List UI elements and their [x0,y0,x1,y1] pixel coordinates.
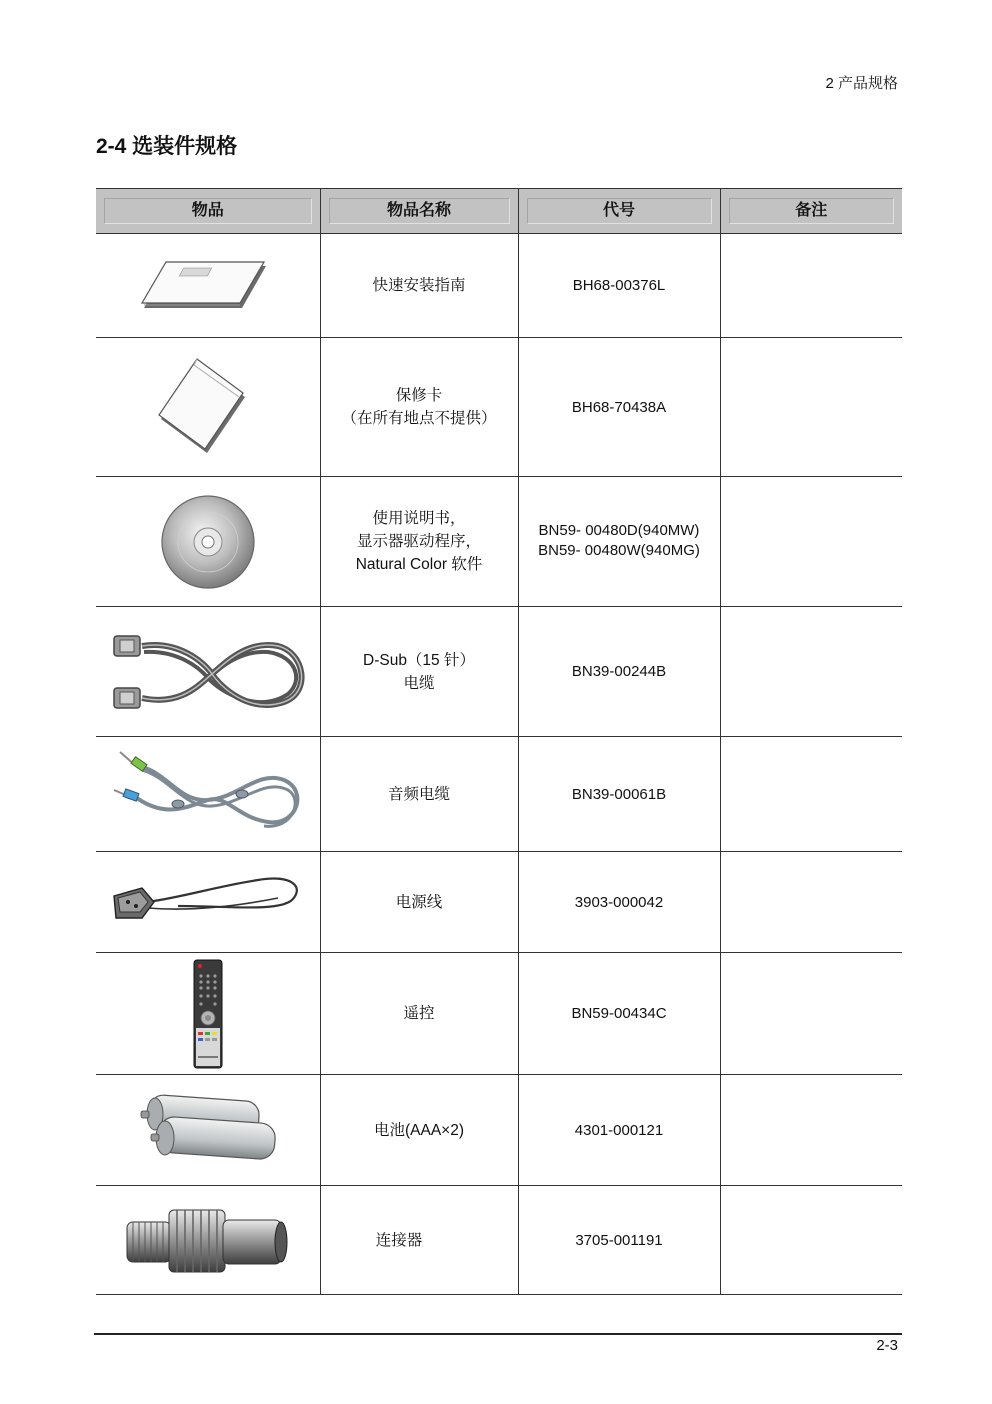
item-image-cell [96,234,320,338]
table-row [96,607,902,737]
col-header-note: 备注 [720,189,902,234]
item-code-cell [518,234,720,338]
item-name-cell [320,607,518,737]
item-code: BN59- 00480D(940MW) BN59- 00480W(940MG) [538,522,700,559]
item-image-cell [96,338,320,477]
item-name-cell [320,234,518,338]
item-code: BN39-00244B [571,663,667,680]
item-note-cell [720,477,902,607]
item-image-cell [96,607,320,737]
item-name: 音频电缆 [387,785,450,803]
connector-icon [123,1202,293,1278]
item-image-cell [96,1075,320,1186]
table-row [96,338,902,477]
batteries-icon [133,1094,283,1166]
item-code: 3903-000042 [574,893,664,911]
item-code: BH68-00376L [572,277,666,294]
item-name: 使用说明书， 显示器驱动程序， Natural Color 软件 [355,510,483,573]
table-row [96,477,902,607]
item-name: 电池(AAA×2) [373,1121,464,1139]
item-note-cell [720,1186,902,1295]
item-name: D-Sub（15 针） 电缆 [363,651,475,692]
item-name: 遥控 [403,1005,435,1022]
item-name-cell [320,737,518,852]
chapter-header: 2 产品规格 [825,75,898,92]
accessories-table [96,188,902,1295]
item-name: 快速安装指南 [372,277,466,294]
item-image-cell [96,1186,320,1295]
item-code: 4301-000121 [574,1121,664,1139]
cd-icon [158,492,258,592]
col-header-name: 物品名称 [320,189,518,234]
table-row [96,852,902,953]
item-code-cell [518,607,720,737]
table-row [96,953,902,1075]
item-note-cell [720,737,902,852]
item-note-cell [720,953,902,1075]
warranty-card-icon [153,357,263,457]
footer-rule [94,1333,902,1335]
item-name-cell [320,477,518,607]
item-code: BH68-70438A [571,398,667,416]
item-note-cell [720,852,902,953]
item-note-cell [720,1075,902,1186]
item-note-cell [720,234,902,338]
page-number: 2-3 [876,1337,898,1354]
col-header-code: 代号 [518,189,720,234]
audio-cable-icon [108,746,308,842]
table-row [96,1075,902,1186]
power-cord-icon [108,862,308,942]
item-name-cell [320,953,518,1075]
section-title: 2-4 选装件规格 [96,135,238,158]
item-code-cell [518,1186,720,1295]
item-image-cell [96,953,320,1075]
item-note-cell [720,607,902,737]
item-image-cell [96,477,320,607]
remote-control-icon [188,958,228,1070]
table-row [96,234,902,338]
item-code-cell [518,477,720,607]
item-name-cell [320,1186,518,1295]
item-code-cell [518,737,720,852]
item-name: 连接器 [375,1231,423,1249]
item-code: 3705-001191 [575,1231,663,1249]
item-code-cell [518,1075,720,1186]
item-name: 电源线 [395,893,443,911]
item-name-cell [320,1075,518,1186]
item-code: BN59-00434C [571,1005,667,1022]
table-row [96,1186,902,1295]
table-header-row [96,189,902,234]
item-code-cell [518,338,720,477]
col-header-item: 物品 [96,189,320,234]
item-image-cell [96,852,320,953]
item-code: BN39-00061B [571,785,667,803]
item-image-cell [96,737,320,852]
item-name: 保修卡 （在所有地点不提供） [341,387,497,427]
item-code-cell [518,852,720,953]
item-note-cell [720,338,902,477]
dsub-cable-icon [108,622,308,722]
item-name-cell [320,852,518,953]
table-row [96,737,902,852]
quick-guide-icon [138,256,278,316]
item-name-cell [320,338,518,477]
item-code-cell [518,953,720,1075]
